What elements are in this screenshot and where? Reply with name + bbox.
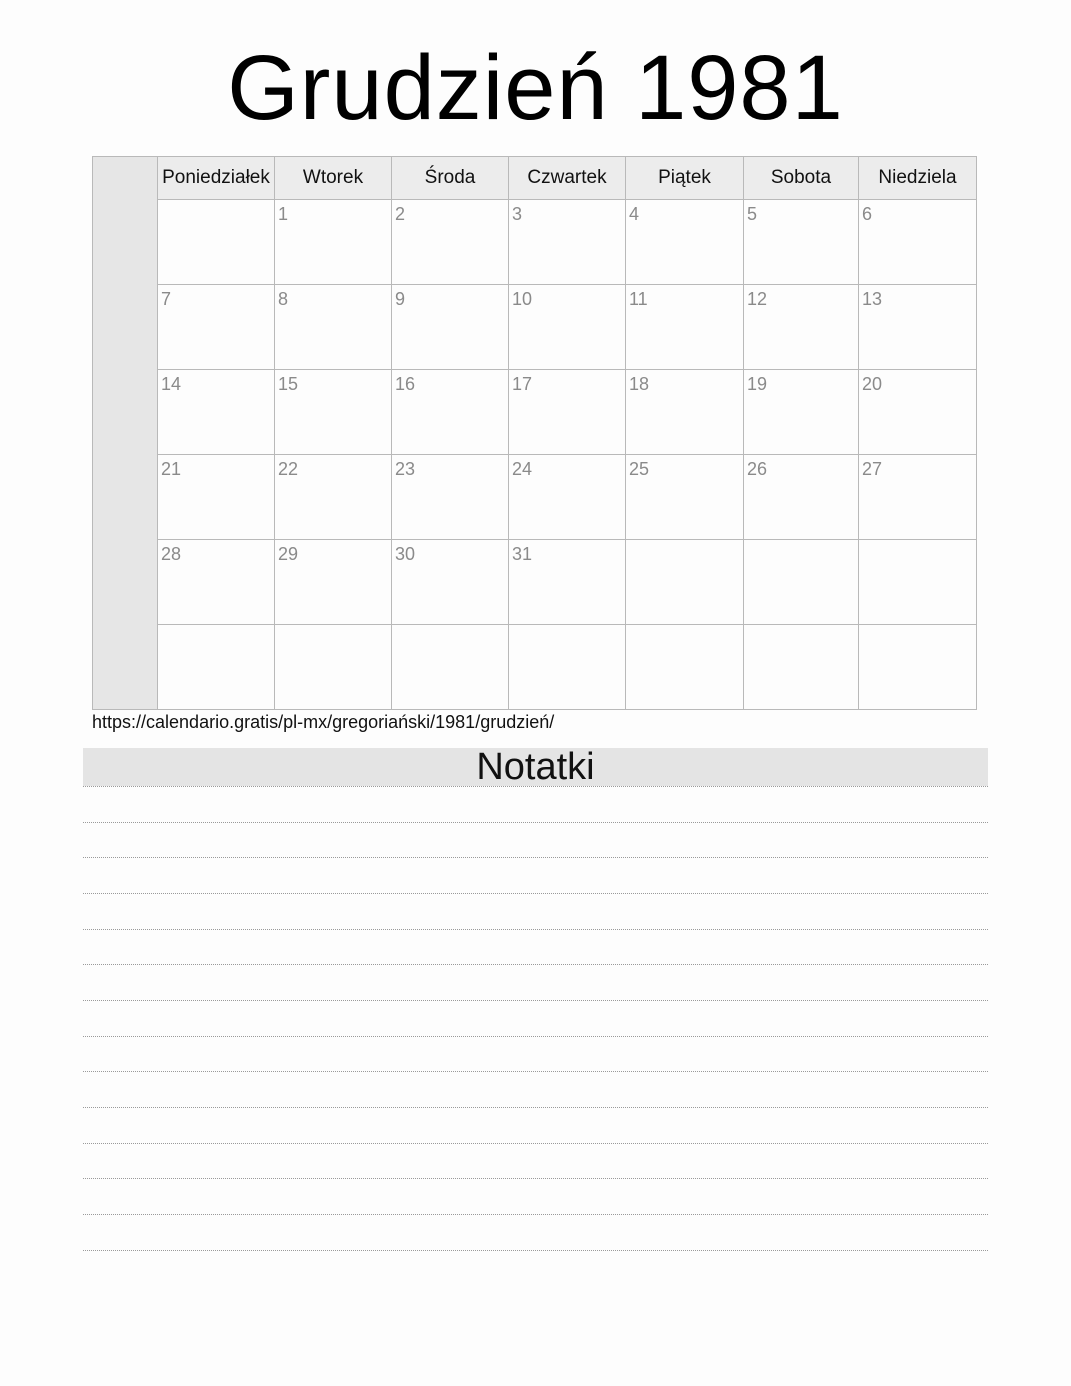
day-cell	[859, 285, 977, 370]
day-number: 30	[395, 544, 416, 564]
notes-line	[83, 822, 988, 823]
weekday-header-row	[93, 157, 977, 200]
day-number: 1	[278, 204, 289, 224]
day-number: 22	[278, 459, 299, 479]
day-number: 20	[862, 374, 883, 394]
day-number: 11	[629, 289, 648, 309]
notes-line	[83, 1036, 988, 1037]
day-cell	[509, 200, 626, 285]
day-cell	[275, 625, 392, 710]
notes-line	[83, 1071, 988, 1072]
day-number: 24	[512, 459, 533, 479]
day-cell	[626, 200, 744, 285]
day-cell	[392, 370, 509, 455]
week-sidebar	[93, 157, 158, 710]
day-number: 15	[278, 374, 299, 394]
day-cell	[626, 285, 744, 370]
day-cell	[509, 455, 626, 540]
day-number: 23	[395, 459, 416, 479]
day-cell	[744, 625, 859, 710]
day-number	[626, 540, 743, 544]
day-cell	[744, 540, 859, 625]
day-number	[158, 625, 274, 629]
day-cell	[509, 285, 626, 370]
day-cell	[744, 455, 859, 540]
day-number: 21	[161, 459, 182, 479]
day-cell	[158, 285, 275, 370]
day-number: 10	[512, 289, 533, 309]
page-title: Grudzień 1981	[227, 37, 844, 139]
source-url[interactable]: https://calendario.gratis/pl-mx/gregoriański/1981/grudzień/	[92, 712, 555, 732]
day-number	[392, 625, 508, 629]
day-number: 28	[161, 544, 182, 564]
day-number	[275, 625, 391, 629]
day-number: 12	[747, 289, 768, 309]
day-cell	[744, 370, 859, 455]
week-row	[93, 625, 977, 710]
weekday-header: Piątek	[626, 157, 744, 200]
notes-line	[83, 857, 988, 858]
notes-line	[83, 1214, 988, 1215]
day-number	[859, 540, 976, 544]
day-number	[859, 625, 976, 629]
day-cell	[275, 455, 392, 540]
weekday-header: Poniedziałek	[158, 157, 275, 200]
notes-line	[83, 1250, 988, 1251]
day-number: 4	[629, 204, 640, 224]
day-number: 17	[512, 374, 533, 394]
day-number: 14	[161, 374, 182, 394]
day-number: 5	[747, 204, 758, 224]
day-cell	[392, 625, 509, 710]
day-cell	[859, 625, 977, 710]
day-number: 27	[862, 459, 883, 479]
day-cell	[626, 455, 744, 540]
day-number: 18	[629, 374, 650, 394]
day-number: 13	[862, 289, 883, 309]
day-cell	[859, 540, 977, 625]
day-cell	[275, 285, 392, 370]
day-cell	[626, 540, 744, 625]
day-cell	[158, 455, 275, 540]
day-number: 25	[629, 459, 650, 479]
day-cell	[158, 625, 275, 710]
weekday-header: Sobota	[744, 157, 859, 200]
day-number	[509, 625, 625, 629]
day-cell	[275, 540, 392, 625]
notes-line	[83, 786, 988, 787]
day-cell	[392, 455, 509, 540]
week-row	[93, 370, 977, 455]
day-cell	[626, 370, 744, 455]
week-row	[93, 540, 977, 625]
notes-line	[83, 929, 988, 930]
notes-line	[83, 1178, 988, 1179]
day-cell	[392, 200, 509, 285]
week-row	[93, 285, 977, 370]
day-number: 31	[512, 544, 533, 564]
day-number: 29	[278, 544, 299, 564]
notes-line	[83, 1107, 988, 1108]
day-cell	[744, 200, 859, 285]
day-cell	[158, 540, 275, 625]
week-row	[93, 200, 977, 285]
day-cell	[509, 625, 626, 710]
day-cell	[392, 540, 509, 625]
notes-title: Notatki	[476, 746, 595, 788]
month-calendar	[92, 156, 977, 710]
day-cell	[859, 370, 977, 455]
day-number: 3	[512, 204, 523, 224]
day-number	[626, 625, 743, 629]
day-cell	[392, 285, 509, 370]
day-number: 26	[747, 459, 768, 479]
weekday-header: Niedziela	[859, 157, 977, 200]
day-cell	[509, 370, 626, 455]
notes-line	[83, 964, 988, 965]
notes-line	[83, 1143, 988, 1144]
day-number: 9	[395, 289, 406, 309]
day-number: 8	[278, 289, 289, 309]
day-number: 7	[161, 289, 172, 309]
notes-line	[83, 893, 988, 894]
day-cell	[275, 200, 392, 285]
notes-line	[83, 1000, 988, 1001]
notes-header	[83, 748, 988, 786]
week-row	[93, 455, 977, 540]
day-cell	[859, 200, 977, 285]
day-cell	[626, 625, 744, 710]
day-number: 6	[862, 204, 873, 224]
day-number: 19	[747, 374, 768, 394]
day-number	[744, 540, 858, 544]
day-cell	[859, 455, 977, 540]
day-cell	[158, 200, 275, 285]
day-cell	[744, 285, 859, 370]
weekday-header: Czwartek	[509, 157, 626, 200]
day-number	[158, 200, 274, 204]
day-cell	[509, 540, 626, 625]
weekday-header: Wtorek	[275, 157, 392, 200]
day-number	[744, 625, 858, 629]
weekday-header: Środa	[392, 157, 509, 200]
day-cell	[158, 370, 275, 455]
day-cell	[275, 370, 392, 455]
day-number: 16	[395, 374, 416, 394]
day-number: 2	[395, 204, 406, 224]
